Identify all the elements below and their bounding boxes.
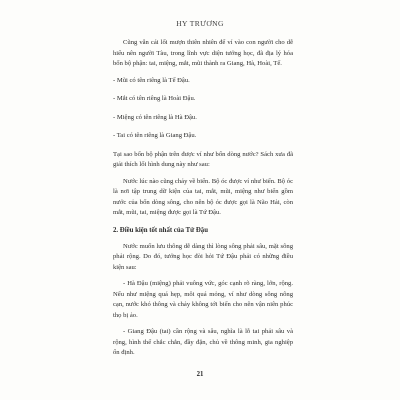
paragraph-explanation: Nước lúc nào cũng chảy về biển. Bộ óc được ví như biển. Bộ óc là nơi tập trung dữ kiện của tai, mắt, mũi, miệng như biển gồm nước của bốn dòng sông, cho nên bộ óc được gọi là Não Hải, còn mắt, mũi, tai, miệng được gọi là Tứ Đậu. [113, 177, 293, 216]
page-number: 21 [196, 371, 204, 378]
paragraph-conditions: Nước muốn lưu thông dễ dàng thì lòng sông phải sâu, mặt sông phải rộng. Do đó, tướng học đòi hỏi Tứ Đậu phải có những điều kiện sau: [113, 242, 293, 271]
paragraph-ha-dau: - Hà Đậu (miệng) phải vuông vức, góc cạnh rõ ràng, lớn, rộng. Nếu như miệng quá hẹp, môi quá mỏng, ví như dòng sông nông cạn, nước khó thông và chảy không tới biển cho nên vận niên phúc thọ bị ảo. [113, 280, 293, 319]
paragraph-question: Tại sao bốn bộ phận trên được ví như bốn dòng nước? Sách xưa đã giải thích lối hình dung này như sau: [113, 150, 293, 168]
list-item-nose: - Mũi có tên riêng là Tế Đậu. [113, 76, 190, 84]
list-item-ears: - Tai có tên riêng là Giang Đậu. [113, 132, 197, 139]
list-item-mouth: - Miệng có tên riêng là Hà Đậu. [113, 113, 197, 121]
list-item-eyes: - Mắt có tên riêng là Hoài Đậu. [113, 95, 196, 102]
paragraph-intro: Cũng vẫn cái lối mượn thiên nhiên để ví vào con người cho dễ hiểu nên người Tàu, trong lĩnh vực diện tướng học, đã địa lý hóa bốn bộ phận: tai, miệng, mắt, mũi thành ra Giang, Hà, Hoài, Tế. [113, 39, 293, 67]
paragraph-giang-dau: - Giang Đậu (tai) cần rộng và sâu, nghĩa là lỗ tai phải sâu và rộng, hình thể chắc chắn, đầy đặn, chủ về thông minh, gia nghiệp ổn định. [113, 328, 293, 356]
page-body [113, 38, 293, 365]
running-header: HY TRƯƠNG [176, 19, 224, 28]
section-heading: 2. Điều kiện tốt nhất của Tứ Đậu [113, 226, 208, 234]
